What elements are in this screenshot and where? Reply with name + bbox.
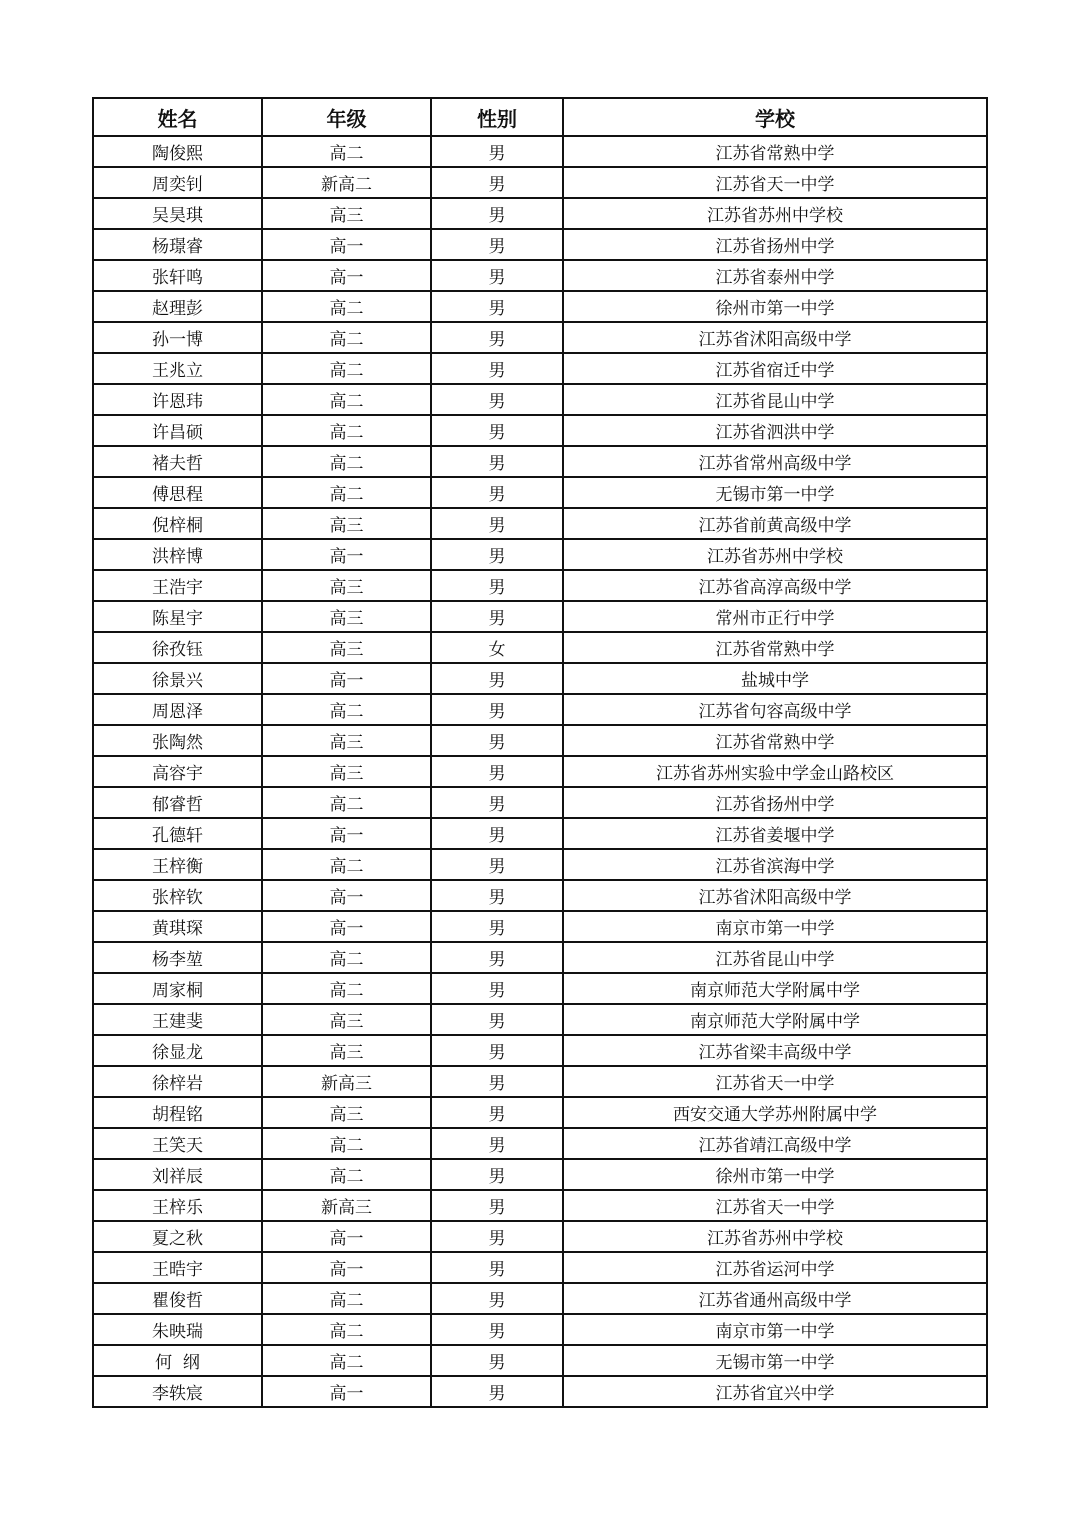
table-row	[93, 508, 987, 539]
cell-grade: 高三	[262, 756, 431, 787]
table-row	[93, 198, 987, 229]
table-row	[93, 942, 987, 973]
cell-grade: 高二	[262, 446, 431, 477]
table-row	[93, 973, 987, 1004]
cell-school: 江苏省滨海中学	[563, 849, 987, 880]
table-row	[93, 756, 987, 787]
cell-gender: 男	[431, 291, 563, 322]
cell-grade: 高二	[262, 322, 431, 353]
cell-school: 江苏省扬州中学	[563, 787, 987, 818]
cell-gender: 女	[431, 632, 563, 663]
cell-grade: 高三	[262, 570, 431, 601]
cell-grade: 高三	[262, 1035, 431, 1066]
cell-school: 江苏省泰州中学	[563, 260, 987, 291]
cell-gender: 男	[431, 1035, 563, 1066]
cell-school: 江苏省高淳高级中学	[563, 570, 987, 601]
cell-school: 江苏省宿迁中学	[563, 353, 987, 384]
cell-gender: 男	[431, 1190, 563, 1221]
column-header-grade: 年级	[262, 98, 431, 136]
table-row	[93, 1159, 987, 1190]
cell-school: 南京师范大学附属中学	[563, 973, 987, 1004]
cell-school: 江苏省天一中学	[563, 1190, 987, 1221]
table-row	[93, 539, 987, 570]
cell-gender: 男	[431, 1376, 563, 1407]
cell-name: 王浩宇	[93, 570, 262, 601]
table-row	[93, 415, 987, 446]
cell-school: 江苏省苏州中学校	[563, 1221, 987, 1252]
cell-gender: 男	[431, 384, 563, 415]
cell-gender: 男	[431, 601, 563, 632]
cell-gender: 男	[431, 787, 563, 818]
cell-grade: 新高二	[262, 167, 431, 198]
table-row	[93, 601, 987, 632]
cell-name: 张陶然	[93, 725, 262, 756]
cell-grade: 高二	[262, 477, 431, 508]
cell-school: 江苏省天一中学	[563, 167, 987, 198]
cell-name: 杨李堃	[93, 942, 262, 973]
cell-school: 江苏省昆山中学	[563, 942, 987, 973]
cell-school: 江苏省扬州中学	[563, 229, 987, 260]
cell-grade: 高一	[262, 1252, 431, 1283]
cell-name: 张梓钦	[93, 880, 262, 911]
cell-name: 洪梓博	[93, 539, 262, 570]
cell-gender: 男	[431, 1128, 563, 1159]
cell-gender: 男	[431, 1159, 563, 1190]
cell-gender: 男	[431, 136, 563, 167]
column-header-gender: 性别	[431, 98, 563, 136]
table-row	[93, 322, 987, 353]
cell-grade: 高一	[262, 880, 431, 911]
table-row	[93, 632, 987, 663]
cell-gender: 男	[431, 849, 563, 880]
cell-grade: 高一	[262, 1221, 431, 1252]
table-row	[93, 384, 987, 415]
table-row	[93, 787, 987, 818]
cell-gender: 男	[431, 539, 563, 570]
table-body	[93, 136, 987, 1407]
table-row	[93, 1128, 987, 1159]
cell-gender: 男	[431, 880, 563, 911]
cell-gender: 男	[431, 1066, 563, 1097]
cell-name: 夏之秋	[93, 1221, 262, 1252]
cell-school: 江苏省姜堰中学	[563, 818, 987, 849]
table-row	[93, 1035, 987, 1066]
cell-grade: 高一	[262, 911, 431, 942]
cell-name: 周家桐	[93, 973, 262, 1004]
cell-grade: 高三	[262, 725, 431, 756]
cell-name: 傅思程	[93, 477, 262, 508]
cell-school: 江苏省苏州中学校	[563, 539, 987, 570]
cell-school: 江苏省梁丰高级中学	[563, 1035, 987, 1066]
table-row	[93, 477, 987, 508]
cell-name: 许昌硕	[93, 415, 262, 446]
cell-school: 西安交通大学苏州附属中学	[563, 1097, 987, 1128]
cell-gender: 男	[431, 1345, 563, 1376]
cell-school: 江苏省泗洪中学	[563, 415, 987, 446]
cell-school: 江苏省运河中学	[563, 1252, 987, 1283]
cell-gender: 男	[431, 1314, 563, 1345]
cell-school: 江苏省苏州实验中学金山路校区	[563, 756, 987, 787]
cell-grade: 高二	[262, 787, 431, 818]
cell-gender: 男	[431, 353, 563, 384]
cell-school: 江苏省句容高级中学	[563, 694, 987, 725]
cell-grade: 高二	[262, 1283, 431, 1314]
cell-gender: 男	[431, 477, 563, 508]
cell-gender: 男	[431, 198, 563, 229]
cell-school: 徐州市第一中学	[563, 291, 987, 322]
table-row	[93, 229, 987, 260]
cell-grade: 高三	[262, 601, 431, 632]
cell-grade: 高一	[262, 260, 431, 291]
cell-name: 王梓乐	[93, 1190, 262, 1221]
cell-gender: 男	[431, 229, 563, 260]
cell-grade: 高二	[262, 942, 431, 973]
cell-school: 江苏省靖江高级中学	[563, 1128, 987, 1159]
cell-name: 黄琪琛	[93, 911, 262, 942]
cell-school: 徐州市第一中学	[563, 1159, 987, 1190]
cell-gender: 男	[431, 1097, 563, 1128]
table-row	[93, 1252, 987, 1283]
cell-name: 张轩鸣	[93, 260, 262, 291]
table-row	[93, 1345, 987, 1376]
cell-grade: 高二	[262, 136, 431, 167]
cell-gender: 男	[431, 818, 563, 849]
cell-grade: 高二	[262, 384, 431, 415]
table-row	[93, 353, 987, 384]
table-row	[93, 694, 987, 725]
cell-name: 孔德轩	[93, 818, 262, 849]
cell-grade: 高一	[262, 229, 431, 260]
cell-name: 李轶宸	[93, 1376, 262, 1407]
cell-grade: 高三	[262, 198, 431, 229]
cell-name: 王建斐	[93, 1004, 262, 1035]
cell-school: 江苏省沭阳高级中学	[563, 322, 987, 353]
cell-grade: 高一	[262, 1376, 431, 1407]
cell-gender: 男	[431, 725, 563, 756]
cell-name: 陈星宇	[93, 601, 262, 632]
cell-grade: 高二	[262, 694, 431, 725]
cell-school: 南京市第一中学	[563, 911, 987, 942]
table-row	[93, 725, 987, 756]
cell-gender: 男	[431, 694, 563, 725]
cell-name: 胡程铭	[93, 1097, 262, 1128]
cell-grade: 高三	[262, 508, 431, 539]
cell-grade: 高二	[262, 1345, 431, 1376]
cell-school: 江苏省前黄高级中学	[563, 508, 987, 539]
cell-school: 南京市第一中学	[563, 1314, 987, 1345]
cell-school: 江苏省沭阳高级中学	[563, 880, 987, 911]
table-row	[93, 1376, 987, 1407]
cell-name: 高容宇	[93, 756, 262, 787]
cell-school: 江苏省常熟中学	[563, 725, 987, 756]
cell-name: 许恩玮	[93, 384, 262, 415]
cell-grade: 高二	[262, 415, 431, 446]
cell-school: 江苏省天一中学	[563, 1066, 987, 1097]
cell-name: 吴昊琪	[93, 198, 262, 229]
cell-school: 江苏省宜兴中学	[563, 1376, 987, 1407]
cell-name: 徐梓岩	[93, 1066, 262, 1097]
cell-gender: 男	[431, 663, 563, 694]
cell-gender: 男	[431, 570, 563, 601]
cell-grade: 高二	[262, 1159, 431, 1190]
table-row	[93, 1004, 987, 1035]
table-row	[93, 1190, 987, 1221]
cell-grade: 高二	[262, 973, 431, 1004]
cell-gender: 男	[431, 1252, 563, 1283]
cell-gender: 男	[431, 911, 563, 942]
column-header-name: 姓名	[93, 98, 262, 136]
cell-gender: 男	[431, 1004, 563, 1035]
cell-gender: 男	[431, 973, 563, 1004]
cell-gender: 男	[431, 1283, 563, 1314]
table-row	[93, 880, 987, 911]
cell-school: 南京师范大学附属中学	[563, 1004, 987, 1035]
cell-name: 郁睿哲	[93, 787, 262, 818]
cell-school: 江苏省通州高级中学	[563, 1283, 987, 1314]
cell-name: 孙一博	[93, 322, 262, 353]
table-row	[93, 849, 987, 880]
cell-name: 王梓衡	[93, 849, 262, 880]
cell-school: 常州市正行中学	[563, 601, 987, 632]
cell-grade: 高三	[262, 1004, 431, 1035]
cell-grade: 新高三	[262, 1066, 431, 1097]
table-row	[93, 1283, 987, 1314]
table-row	[93, 663, 987, 694]
table-row	[93, 291, 987, 322]
cell-grade: 高二	[262, 353, 431, 384]
table-row	[93, 1066, 987, 1097]
cell-grade: 高三	[262, 1097, 431, 1128]
cell-name: 王笑天	[93, 1128, 262, 1159]
cell-name: 徐孜钰	[93, 632, 262, 663]
table-header	[93, 98, 987, 136]
cell-name: 瞿俊哲	[93, 1283, 262, 1314]
cell-grade: 高一	[262, 663, 431, 694]
cell-gender: 男	[431, 1221, 563, 1252]
table-row	[93, 911, 987, 942]
cell-gender: 男	[431, 508, 563, 539]
cell-grade: 新高三	[262, 1190, 431, 1221]
cell-name: 周恩泽	[93, 694, 262, 725]
cell-gender: 男	[431, 756, 563, 787]
cell-grade: 高一	[262, 818, 431, 849]
cell-gender: 男	[431, 415, 563, 446]
cell-grade: 高一	[262, 539, 431, 570]
header-row	[93, 98, 987, 136]
cell-name: 赵理彭	[93, 291, 262, 322]
cell-school: 江苏省常州高级中学	[563, 446, 987, 477]
table-row	[93, 1314, 987, 1345]
cell-school: 江苏省昆山中学	[563, 384, 987, 415]
table-row	[93, 1097, 987, 1128]
cell-name: 周奕钊	[93, 167, 262, 198]
table-row	[93, 818, 987, 849]
column-header-school: 学校	[563, 98, 987, 136]
cell-school: 无锡市第一中学	[563, 477, 987, 508]
cell-name: 杨璟睿	[93, 229, 262, 260]
cell-name: 刘祥辰	[93, 1159, 262, 1190]
cell-school: 江苏省常熟中学	[563, 632, 987, 663]
table-row	[93, 1221, 987, 1252]
table-row	[93, 446, 987, 477]
table-row	[93, 570, 987, 601]
cell-grade: 高二	[262, 291, 431, 322]
cell-gender: 男	[431, 446, 563, 477]
cell-name: 陶俊熙	[93, 136, 262, 167]
cell-name: 徐显龙	[93, 1035, 262, 1066]
cell-name: 王晧宇	[93, 1252, 262, 1283]
cell-name: 徐景兴	[93, 663, 262, 694]
cell-gender: 男	[431, 942, 563, 973]
cell-name: 王兆立	[93, 353, 262, 384]
table-row	[93, 167, 987, 198]
cell-grade: 高二	[262, 1128, 431, 1159]
table-row	[93, 260, 987, 291]
cell-name: 朱映瑞	[93, 1314, 262, 1345]
cell-grade: 高二	[262, 849, 431, 880]
cell-school: 盐城中学	[563, 663, 987, 694]
cell-name: 褚夫哲	[93, 446, 262, 477]
cell-gender: 男	[431, 322, 563, 353]
cell-grade: 高三	[262, 632, 431, 663]
cell-school: 无锡市第一中学	[563, 1345, 987, 1376]
cell-gender: 男	[431, 260, 563, 291]
table-row	[93, 136, 987, 167]
cell-name: 何 纲	[93, 1345, 262, 1376]
cell-school: 江苏省苏州中学校	[563, 198, 987, 229]
student-roster-table	[92, 97, 988, 1408]
cell-name: 倪梓桐	[93, 508, 262, 539]
cell-gender: 男	[431, 167, 563, 198]
cell-grade: 高二	[262, 1314, 431, 1345]
cell-school: 江苏省常熟中学	[563, 136, 987, 167]
